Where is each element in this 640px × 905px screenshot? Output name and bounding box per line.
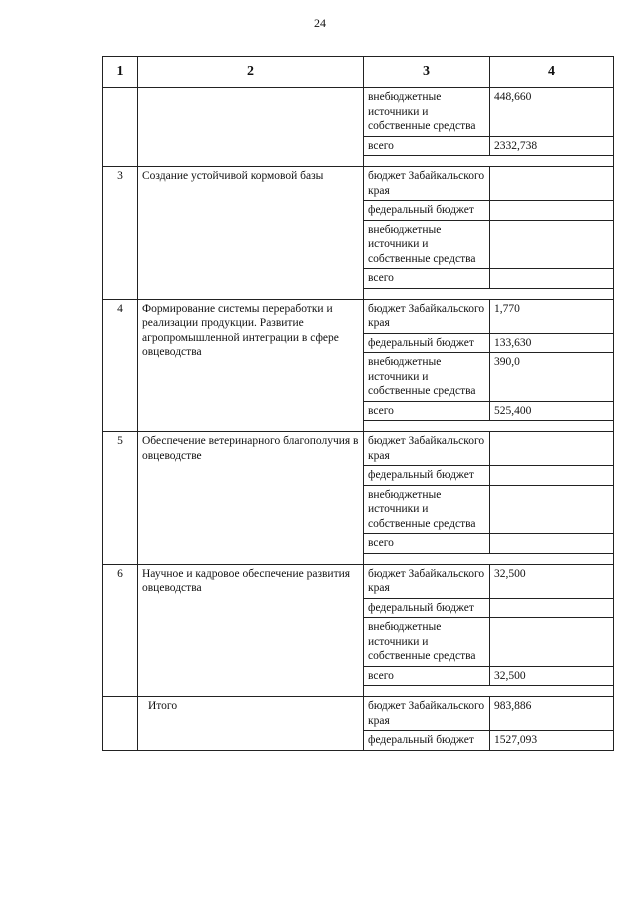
- funding-amount: [490, 220, 614, 269]
- spacer-cell: [364, 421, 614, 432]
- funding-amount: 1527,093: [490, 731, 614, 751]
- funding-source: федеральный бюджет: [364, 598, 490, 618]
- funding-amount: 983,886: [490, 697, 614, 731]
- table-row: [103, 432, 614, 466]
- table-row: [103, 88, 614, 137]
- table-row: [103, 299, 614, 333]
- funding-source: федеральный бюджет: [364, 333, 490, 353]
- funding-source: всего: [364, 401, 490, 421]
- funding-source: федеральный бюджет: [364, 466, 490, 486]
- spacer-cell: [364, 553, 614, 564]
- header-col-3: 3: [364, 57, 490, 88]
- funding-source: всего: [364, 534, 490, 554]
- funding-source: бюджет Забайкальского края: [364, 564, 490, 598]
- item-number: [103, 88, 138, 167]
- funding-source: внебюджетные источники и собственные средства: [364, 485, 490, 534]
- item-number: 3: [103, 167, 138, 300]
- funding-source: федеральный бюджет: [364, 201, 490, 221]
- item-title: [138, 88, 364, 167]
- funding-source: всего: [364, 666, 490, 686]
- item-title: Формирование системы переработки и реализации продукции. Развитие агропромышленной интеграции в сфере овцеводства: [138, 299, 364, 432]
- funding-amount: 32,500: [490, 564, 614, 598]
- funding-amount: 32,500: [490, 666, 614, 686]
- funding-amount: [490, 534, 614, 554]
- header-col-2: 2: [138, 57, 364, 88]
- funding-amount: [490, 201, 614, 221]
- item-title: Научное и кадровое обеспечение развития овцеводства: [138, 564, 364, 697]
- funding-amount: 525,400: [490, 401, 614, 421]
- funding-amount: [490, 269, 614, 289]
- header-row: [103, 57, 614, 88]
- funding-amount: 2332,738: [490, 136, 614, 156]
- page-number: 24: [314, 16, 326, 30]
- funding-source: внебюджетные источники и собственные средства: [364, 353, 490, 402]
- funding-source: бюджет Забайкальского края: [364, 432, 490, 466]
- funding-amount: [490, 598, 614, 618]
- funding-amount: 1,770: [490, 299, 614, 333]
- funding-amount: [490, 432, 614, 466]
- item-title: Обеспечение ветеринарного благополучия в овцеводстве: [138, 432, 364, 565]
- funding-source: бюджет Забайкальского края: [364, 697, 490, 731]
- funding-amount: [490, 618, 614, 667]
- spacer-cell: [364, 686, 614, 697]
- item-number: [103, 697, 138, 751]
- spacer-cell: [364, 288, 614, 299]
- item-number: 5: [103, 432, 138, 565]
- funding-source: бюджет Забайкальского края: [364, 167, 490, 201]
- funding-amount: 448,660: [490, 88, 614, 137]
- table-row: [103, 697, 614, 731]
- funding-amount: [490, 466, 614, 486]
- funding-source: федеральный бюджет: [364, 731, 490, 751]
- header-col-1: 1: [103, 57, 138, 88]
- funding-source: всего: [364, 269, 490, 289]
- item-number: 4: [103, 299, 138, 432]
- item-title: Итого: [138, 697, 364, 751]
- funding-amount: 133,630: [490, 333, 614, 353]
- item-number: 6: [103, 564, 138, 697]
- header-col-4: 4: [490, 57, 614, 88]
- table-row: [103, 167, 614, 201]
- funding-amount: 390,0: [490, 353, 614, 402]
- funding-source: внебюджетные источники и собственные средства: [364, 88, 490, 137]
- funding-table: [102, 56, 614, 751]
- item-title: Создание устойчивой кормовой базы: [138, 167, 364, 300]
- spacer-cell: [364, 156, 614, 167]
- funding-source: всего: [364, 136, 490, 156]
- funding-source: бюджет Забайкальского края: [364, 299, 490, 333]
- funding-amount: [490, 485, 614, 534]
- table-body: [103, 88, 614, 751]
- funding-amount: [490, 167, 614, 201]
- funding-source: внебюджетные источники и собственные средства: [364, 220, 490, 269]
- table-row: [103, 564, 614, 598]
- funding-source: внебюджетные источники и собственные средства: [364, 618, 490, 667]
